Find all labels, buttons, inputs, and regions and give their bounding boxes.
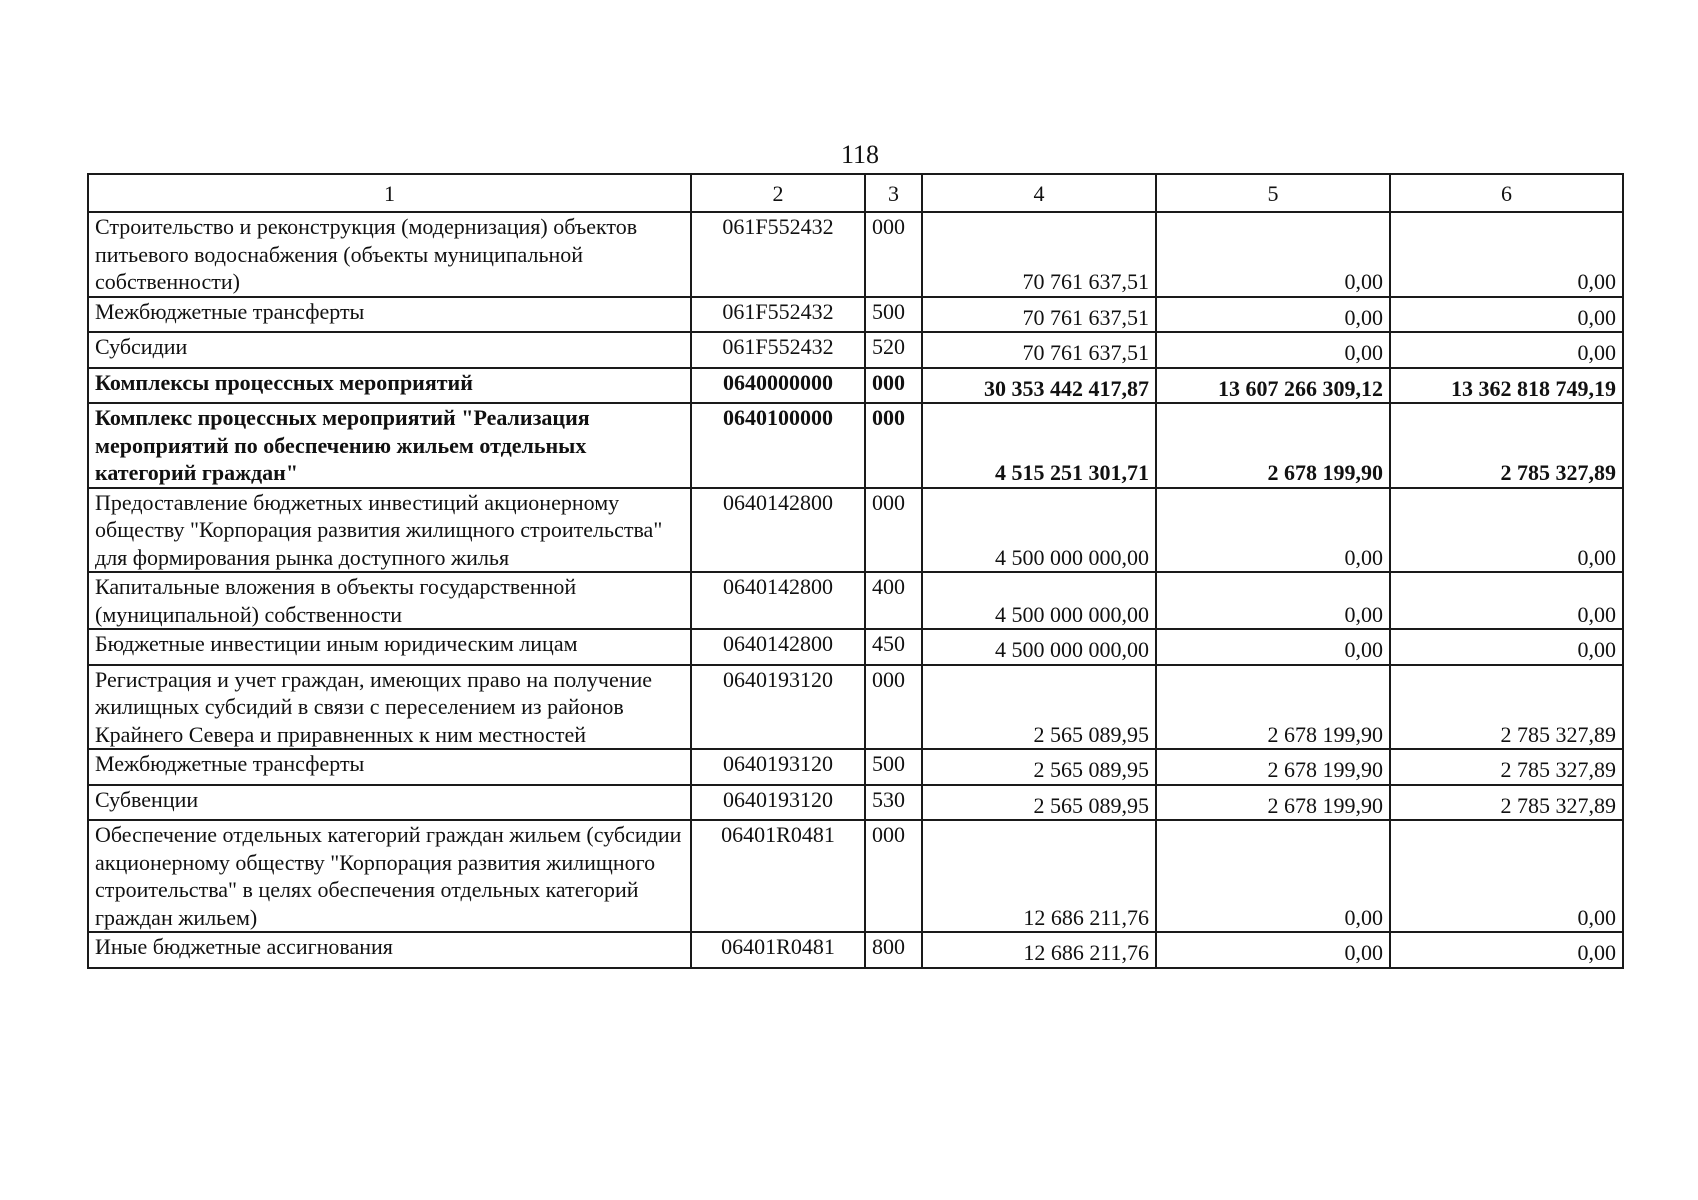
row-csr-code: 0640142800 [691, 572, 865, 629]
table-row [88, 212, 1623, 297]
row-csr-code: 0640193120 [691, 665, 865, 750]
row-amount-6: 0,00 [1390, 932, 1623, 968]
row-name: Субсидии [88, 332, 691, 368]
row-amount-6: 13 362 818 749,19 [1390, 368, 1623, 404]
row-vr-code: 400 [865, 572, 922, 629]
row-name: Комплексы процессных мероприятий [88, 368, 691, 404]
row-amount-5: 0,00 [1156, 820, 1390, 932]
row-csr-code: 06401R0481 [691, 820, 865, 932]
row-amount-5: 0,00 [1156, 488, 1390, 573]
row-amount-4: 12 686 211,76 [922, 932, 1156, 968]
row-amount-6: 0,00 [1390, 212, 1623, 297]
row-vr-code: 000 [865, 665, 922, 750]
table-row [88, 665, 1623, 750]
row-csr-code: 0640193120 [691, 785, 865, 821]
row-amount-4: 30 353 442 417,87 [922, 368, 1156, 404]
row-csr-code: 0640142800 [691, 629, 865, 665]
row-amount-5: 0,00 [1156, 629, 1390, 665]
row-amount-4: 12 686 211,76 [922, 820, 1156, 932]
row-vr-code: 000 [865, 212, 922, 297]
row-csr-code: 0640000000 [691, 368, 865, 404]
table-row [88, 749, 1623, 785]
row-amount-6: 0,00 [1390, 297, 1623, 333]
row-amount-5: 2 678 199,90 [1156, 403, 1390, 488]
row-amount-5: 0,00 [1156, 297, 1390, 333]
header-col-2: 2 [691, 174, 865, 212]
row-name: Обеспечение отдельных категорий граждан жильем (субсидии акционерному обществу "Корпорация развития жилищного строительства" в целях обеспечения отдельных категорий граждан жильем) [88, 820, 691, 932]
table-row [88, 932, 1623, 968]
row-csr-code: 061F552432 [691, 332, 865, 368]
row-name: Капитальные вложения в объекты государственной (муниципальной) собственности [88, 572, 691, 629]
table-row [88, 368, 1623, 404]
header-col-5: 5 [1156, 174, 1390, 212]
row-amount-6: 2 785 327,89 [1390, 403, 1623, 488]
table-row [88, 332, 1623, 368]
row-vr-code: 000 [865, 820, 922, 932]
row-amount-6: 0,00 [1390, 820, 1623, 932]
header-col-6: 6 [1390, 174, 1623, 212]
row-amount-4: 4 500 000 000,00 [922, 488, 1156, 573]
row-amount-5: 0,00 [1156, 572, 1390, 629]
table-row [88, 629, 1623, 665]
row-vr-code: 000 [865, 403, 922, 488]
row-amount-5: 2 678 199,90 [1156, 785, 1390, 821]
row-amount-6: 2 785 327,89 [1390, 749, 1623, 785]
row-amount-4: 2 565 089,95 [922, 665, 1156, 750]
header-col-1: 1 [88, 174, 691, 212]
header-row [88, 174, 1623, 212]
row-name: Межбюджетные трансферты [88, 749, 691, 785]
header-col-4: 4 [922, 174, 1156, 212]
row-amount-4: 4 515 251 301,71 [922, 403, 1156, 488]
row-csr-code: 0640142800 [691, 488, 865, 573]
row-vr-code: 800 [865, 932, 922, 968]
row-name: Иные бюджетные ассигнования [88, 932, 691, 968]
row-amount-6: 2 785 327,89 [1390, 785, 1623, 821]
row-name: Бюджетные инвестиции иным юридическим лицам [88, 629, 691, 665]
row-csr-code: 0640100000 [691, 403, 865, 488]
row-amount-5: 0,00 [1156, 212, 1390, 297]
row-csr-code: 0640193120 [691, 749, 865, 785]
row-name: Субвенции [88, 785, 691, 821]
row-name: Межбюджетные трансферты [88, 297, 691, 333]
row-vr-code: 520 [865, 332, 922, 368]
row-amount-5: 2 678 199,90 [1156, 665, 1390, 750]
row-amount-5: 0,00 [1156, 332, 1390, 368]
row-amount-6: 0,00 [1390, 629, 1623, 665]
row-name: Комплекс процессных мероприятий "Реализация мероприятий по обеспечению жильем отдельных категорий граждан" [88, 403, 691, 488]
row-name: Регистрация и учет граждан, имеющих право на получение жилищных субсидий в связи с переселением из районов Крайнего Севера и приравненных к ним местностей [88, 665, 691, 750]
row-amount-6: 0,00 [1390, 488, 1623, 573]
row-amount-4: 2 565 089,95 [922, 749, 1156, 785]
row-vr-code: 500 [865, 749, 922, 785]
row-csr-code: 061F552432 [691, 212, 865, 297]
row-amount-5: 13 607 266 309,12 [1156, 368, 1390, 404]
row-vr-code: 530 [865, 785, 922, 821]
row-amount-6: 0,00 [1390, 332, 1623, 368]
row-amount-4: 70 761 637,51 [922, 297, 1156, 333]
row-amount-4: 70 761 637,51 [922, 212, 1156, 297]
table-row [88, 820, 1623, 932]
header-col-3: 3 [865, 174, 922, 212]
table-row [88, 403, 1623, 488]
row-vr-code: 450 [865, 629, 922, 665]
budget-table [87, 173, 1624, 969]
table-row [88, 785, 1623, 821]
page-number: 118 [840, 140, 880, 169]
row-amount-4: 4 500 000 000,00 [922, 629, 1156, 665]
row-amount-4: 2 565 089,95 [922, 785, 1156, 821]
row-name: Строительство и реконструкция (модернизация) объектов питьевого водоснабжения (объекты муниципальной собственности) [88, 212, 691, 297]
row-amount-4: 4 500 000 000,00 [922, 572, 1156, 629]
row-vr-code: 000 [865, 488, 922, 573]
row-amount-6: 0,00 [1390, 572, 1623, 629]
row-amount-5: 2 678 199,90 [1156, 749, 1390, 785]
table-row [88, 488, 1623, 573]
row-amount-4: 70 761 637,51 [922, 332, 1156, 368]
row-csr-code: 061F552432 [691, 297, 865, 333]
table-row [88, 297, 1623, 333]
row-amount-6: 2 785 327,89 [1390, 665, 1623, 750]
row-vr-code: 500 [865, 297, 922, 333]
row-name: Предоставление бюджетных инвестиций акционерному обществу "Корпорация развития жилищного строительства" для формирования рынка доступного жилья [88, 488, 691, 573]
row-csr-code: 06401R0481 [691, 932, 865, 968]
row-amount-5: 0,00 [1156, 932, 1390, 968]
table-row [88, 572, 1623, 629]
row-vr-code: 000 [865, 368, 922, 404]
